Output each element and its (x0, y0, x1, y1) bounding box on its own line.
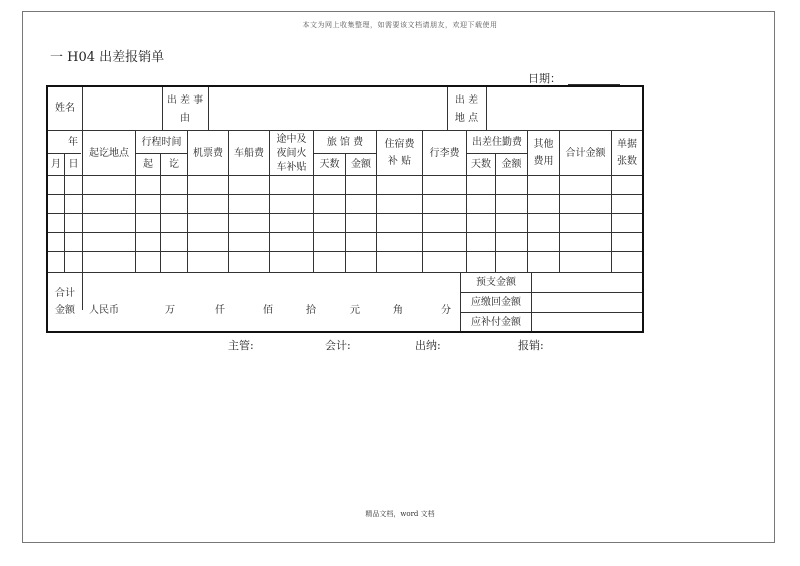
expense-form-table (46, 85, 644, 333)
train-allowance-label-line2: 夜间火 (276, 147, 307, 159)
other-fees-label-line2: 费用 (533, 156, 554, 167)
day-label: 日 (68, 159, 79, 170)
lodging-allowance-label-line1: 住宿费 (384, 139, 415, 150)
unit-shi-label: 拾 (306, 304, 316, 316)
name-field[interactable] (83, 87, 162, 130)
other-fees-label-line1: 其他 (533, 139, 554, 150)
total-amount-label: 合计金额 (565, 147, 606, 159)
air-fare-label: 机票费 (193, 147, 223, 159)
trip-place-label-line1: 出 差 (454, 94, 479, 106)
document-title: 一 H04 出差报销单 (50, 50, 165, 65)
hotel-amount-label: 金额 (351, 159, 371, 170)
attendance-fee-label: 出差住勤费 (472, 136, 522, 148)
cashier-signature-label: 出纳: (415, 339, 441, 352)
receipt-count-label-line2: 张数 (617, 156, 637, 167)
date-label: 日期： (528, 72, 561, 85)
name-label: 姓名 (55, 103, 75, 114)
supplement-amount-label: 应补付金额 (471, 316, 521, 328)
boat-fare-label: 车船费 (234, 147, 264, 159)
train-allowance-label-line3: 车补贴 (276, 161, 307, 173)
train-allowance-label-line1: 途中及 (276, 133, 307, 145)
rmb-label: 人民币 (89, 304, 119, 316)
month-label: 月 (51, 159, 61, 170)
trip-reason-field[interactable] (209, 87, 447, 130)
hotel-fee-label: 旅 馆 费 (326, 136, 364, 148)
attendance-amount-label: 金额 (501, 159, 522, 170)
supplement-amount-field[interactable] (532, 313, 642, 331)
refund-amount-label: 应缴回金额 (471, 297, 521, 308)
refund-amount-field[interactable] (532, 293, 642, 312)
origin-destination-label: 起讫地点 (89, 147, 129, 159)
watermark-notice: 本文为网上收集整理，如需要该文档请朋友，欢迎下载使用 (302, 21, 498, 29)
trip-time-label: 行程时间 (141, 136, 182, 148)
start-label: 起 (143, 159, 153, 170)
end-label: 讫 (169, 159, 179, 170)
trip-place-label-line2: 地 点 (454, 112, 479, 124)
luggage-fee-label: 行李费 (429, 147, 460, 159)
unit-qian-label: 仟 (215, 304, 225, 316)
sum-label-line2: 金额 (55, 305, 75, 316)
unit-yuan-label: 元 (350, 304, 360, 316)
accountant-signature-label: 会计: (325, 339, 351, 352)
unit-bai-label: 佰 (263, 304, 273, 316)
unit-wan-label: 万 (165, 304, 175, 316)
receipt-count-label-line1: 单据 (617, 139, 637, 150)
year-label: 年 (68, 136, 78, 148)
trip-place-field[interactable] (487, 87, 642, 130)
unit-fen-label: 分 (441, 304, 451, 316)
attendance-days-label: 天数 (471, 159, 491, 170)
lodging-allowance-label-line2: 补 贴 (387, 156, 412, 167)
trip-reason-label-line2: 由 (180, 112, 190, 124)
hotel-days-label: 天数 (319, 159, 340, 170)
advance-amount-field[interactable] (532, 273, 642, 292)
unit-jiao-label: 角 (393, 304, 403, 316)
footer-note: 精品文档，word 文档 (365, 510, 435, 518)
claimant-signature-label: 报销: (518, 339, 544, 352)
advance-amount-label: 预支金额 (476, 277, 516, 288)
trip-reason-label-line1: 出 差 事 (166, 94, 204, 106)
sum-label-line1: 合计 (55, 288, 75, 299)
supervisor-signature-label: 主管: (228, 339, 254, 352)
